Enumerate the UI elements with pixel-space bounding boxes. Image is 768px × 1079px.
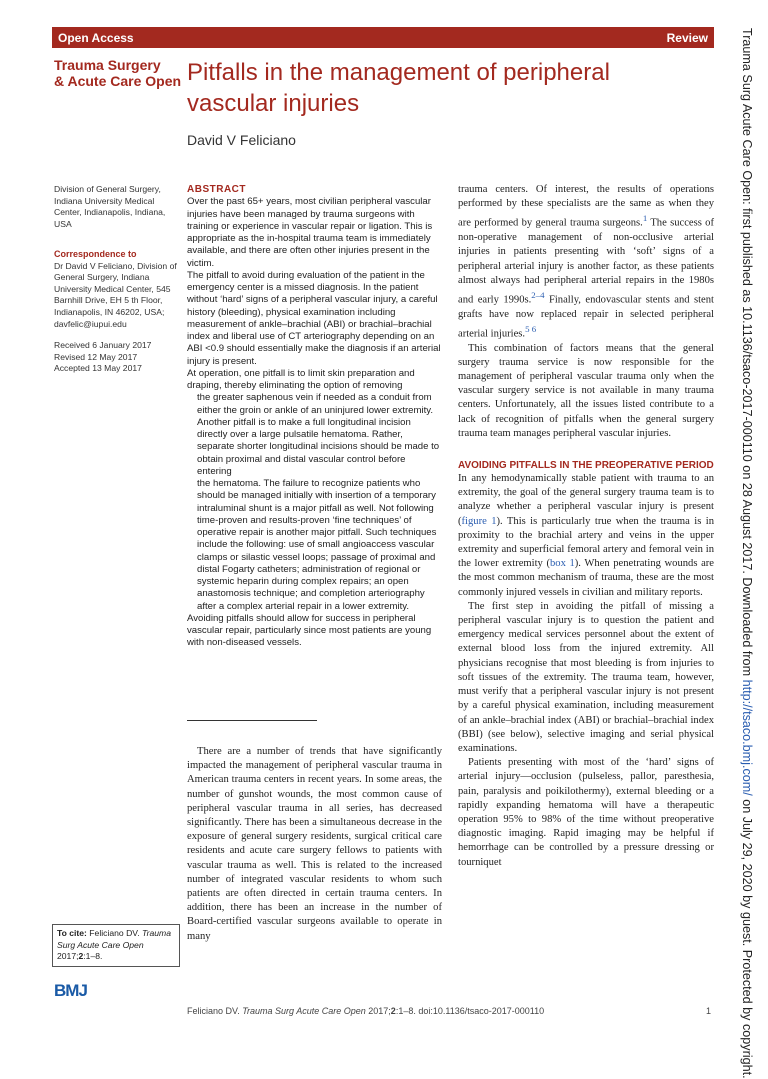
revised-date: Revised 12 May 2017 bbox=[54, 351, 138, 362]
body-paragraph: This combination of factors means that the general surgery trauma service is now responsible for the management of peripheral vascular trauma only when the vascular surgery service is not available in many trauma centers. Unfortunately, all the issues listed contribute to a lack of recognition of pitfalls when the general surgery trauma team manages peripheral vascular injuries. bbox=[458, 342, 714, 439]
article-type-label: Review bbox=[666, 30, 708, 45]
abstract-paragraph: At operation, one pitfall is to limit skin preparation and draping, thereby eliminating the option of removing bbox=[187, 367, 415, 391]
accepted-date: Accepted 13 May 2017 bbox=[54, 363, 142, 374]
open-access-label: Open Access bbox=[58, 30, 134, 45]
abstract-heading: ABSTRACT bbox=[187, 184, 246, 195]
body-column-1 bbox=[187, 745, 442, 944]
journal-url-link[interactable]: http://tsaco.bmj.com/ bbox=[740, 679, 754, 796]
reference-link[interactable]: 2–4 bbox=[531, 289, 545, 300]
figure-link[interactable]: figure 1 bbox=[461, 515, 497, 527]
journal-name: Trauma Surgery & Acute Care Open bbox=[54, 57, 182, 89]
abstract bbox=[187, 184, 442, 650]
page-number: 1 bbox=[706, 1006, 712, 1016]
abstract-paragraph: the hematoma. The failure to recognize patients who should be managed initially with insertion of a temporary intraluminal shunt is a major pitfall as well. Not following time-proven and results-proven ‘fine techniques’ of operative repair is another major pitfall. Such techniques include the following: use of small angioaccess vascular clamps or silastic vessel loops; passage of proximal and distal Fogarty catheters; administration of regional or systemic heparin during complex repairs; an open anastomosis technique; and completion arteriography after a complex arterial repair in a lower extremity. bbox=[197, 478, 437, 612]
body-paragraph: In any hemodynamically stable patient with trauma to an extremity, the goal of the general surgery trauma team is to analyze whether a peripheral vascular injury is present (figure 1). This is particularly true when the trauma is in proximity to the brachial artery and veins in the upper extremity and superficial femoral artery and femoral vein in the lower extremity (box 1). When penetrating wounds are the most common mechanism of trauma, these are the most commonly injured vessels in civilian and military reports. bbox=[458, 473, 714, 598]
received-date: Received 6 January 2017 bbox=[54, 340, 152, 350]
correspondence-text: Dr David V Feliciano, Division of General Surgery, Indiana University Medical Center, 545 Barnhill Drive, EH 5 th Floor, Indianapolis, IN 46202, USA; davfelic@iupui.edu bbox=[54, 260, 177, 329]
citation-box: To cite: Feliciano DV. Trauma Surg Acute Care Open 2017;2:1–8. bbox=[52, 924, 180, 967]
abstract-paragraph: Over the past 65+ years, most civilian peripheral vascular injuries have been managed by trauma surgeons with training or experience in vascular repair or ligation. This is appropriate as the in-hospital trauma team is immediately available, and there are often other injuries present in the victim. bbox=[187, 196, 433, 269]
article-title: Pitfalls in the management of peripheral vascular injuries bbox=[187, 59, 610, 117]
bmj-logo: BMJ bbox=[54, 981, 87, 1000]
author-name: David V Feliciano bbox=[187, 132, 296, 148]
abstract-paragraph: Avoiding pitfalls should allow for success in peripheral vascular repair, particularly since most patients are young with non-diseased vessels. bbox=[187, 612, 432, 649]
header-bar bbox=[52, 27, 714, 48]
correspondence-block bbox=[54, 249, 182, 330]
abstract-paragraph: The pitfall to avoid during evaluation of the patient in the emergency center is a missed diagnosis. In the patient without ‘hard’ signs of a peripheral vascular injury, a careful history (bleeding), physical examination including measurement of ankle–brachial (ABI) or brachial–brachial index and liberal use of CT arteriography depending on an ABI <0.9 should essentially make the diagnosis if an arterial injury is present. bbox=[187, 269, 441, 367]
footer-citation: Feliciano DV. Trauma Surg Acute Care Open 2017;2:1–8. doi:10.1136/tsaco-2017-000110 bbox=[187, 1006, 545, 1016]
abstract-paragraph: the greater saphenous vein if needed as a conduit from either the groin or ankle of an uninjured lower extremity. Another pitfall is to make a full longitudinal incision directly over a large pulsatile hematoma. Rather, separate shorter longitudinal incisions should be made to obtain proximal and distal vascular control before entering bbox=[197, 392, 440, 477]
correspondence-heading: Correspondence to bbox=[54, 249, 137, 259]
article-dates bbox=[54, 340, 182, 375]
body-paragraph: trauma centers. Of interest, the results of operations performed by these specialists are the same as when they are performed by general trauma surgeons.$^1$ The success of non-operative management of non-occlusive arterial injuries in patients presenting with ‘soft’ signs of a peripheral arterial injury is another factor, as these patients almost always had peripheral arterial repairs in the 1980s and early 1990s.$^{2-4}$ Finally, endovascular stents and stent grafts have now replaced repair in selected peripheral arterial injuries.$^{5 6}$ bbox=[458, 184, 714, 340]
section-heading: AVOIDING PITFALLS IN THE PREOPERATIVE PERIOD bbox=[458, 460, 714, 472]
reference-link[interactable]: 5 6 bbox=[525, 323, 537, 334]
affiliation: Division of General Surgery, Indiana University Medical Center, Indianapolis, Indiana, USA bbox=[54, 184, 166, 229]
box-link[interactable]: box 1 bbox=[549, 558, 575, 570]
body-paragraph: Patients presenting with most of the ‘hard’ signs of arterial injury—occlusion (pulseless, pallor, paresthesia, pain, paralysis and poikilothermy), external bleeding or a rapidly expanding hematoma will have a therapeutic operation 95% to 98% of the time without preoperative diagnostic imaging. Rapid imaging may be helpful if hemorrhage can be controlled by a pressure dressing or tourniquet bbox=[458, 757, 714, 868]
body-column-2 bbox=[458, 183, 714, 870]
download-notice: Trauma Surg Acute Care Open: first published as 10.1136/tsaco-2017-000110 on 28 August 2017. Downloaded from http://tsaco.bmj.com/ on July 29, 2020 by guest. Protected by copyright. bbox=[740, 28, 754, 1079]
body-paragraph: The first step in avoiding the pitfall of missing a peripheral vascular injury is to question the patient and emergency medical services personnel about the extent of external blood loss from the injured extremity. All physicians recognise that most bleeding is from injuries to soft tissues of the extremity. The trauma team, however, must verify that a peripheral vascular injury is not present by a careful physical examination, including measurement of an ankle–brachial index (ABI) or brachial–brachial index (BBI) (see below), selective imaging and serial physical examinations. bbox=[458, 600, 714, 754]
reference-link[interactable]: 1 bbox=[642, 213, 648, 224]
abstract-divider bbox=[187, 720, 317, 721]
intro-paragraph: There are a number of trends that have significantly impacted the management of peripheral vascular trauma in American trauma centers in recent years. In some areas, the number of gunshot wounds, the most common cause of peripheral vascular trauma in all series, has decreased significantly. There has been a simultaneous decrease in the exposure of general surgery residents, surgical critical care residents and acute care surgery fellows to patients with vascular trauma as well. This is related to the increased number of integrated vascular residents to whom such patients are often directed in certain trauma centers. In addition, there has been an increase in the number of Board-certified vascular surgeons available to operate in many bbox=[187, 746, 442, 942]
